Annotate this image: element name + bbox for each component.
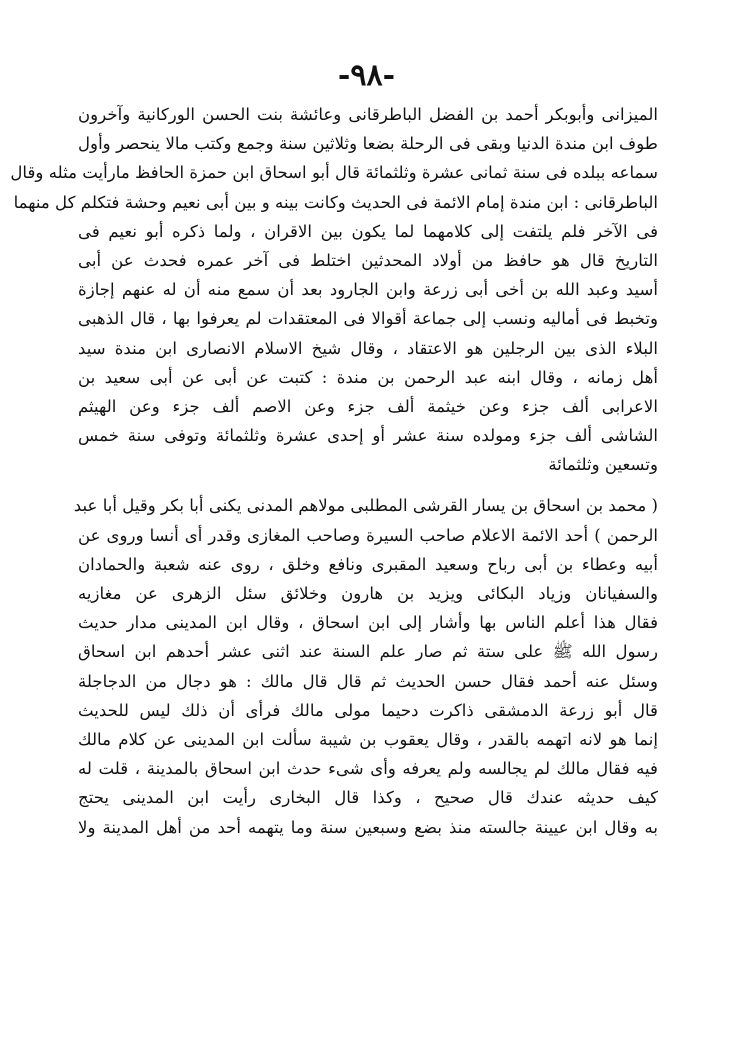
text-line: فى الآخر فلم يلتفت إلى كلامهما لما يكون بين الاقران ، ولما ذكره أبو نعيم فى bbox=[78, 221, 658, 241]
text-line: كيف حديثه عندك قال صحيح ، وكذا قال البخارى رأيت ابن المدينى يحتج bbox=[78, 788, 658, 808]
text-line: وسئل عنه أحمد فقال حسن الحديث ثم قال قال مالك : هو دجال من الدجاجلة bbox=[78, 671, 658, 691]
text-line: أسيد وعبد الله بن أخى أبى زرعة وابن الجارود بعد أن سمع منه أن له عنهم إجازة bbox=[78, 280, 658, 300]
text-line: والسفيانان وزياد البكائى ويزيد بن هارون وخلائق سئل الزهرى عن مغازيه bbox=[78, 584, 658, 603]
page-number: -٩٨- bbox=[337, 58, 396, 93]
text-line: الشاشى ألف جزء ومولده سنة عشر أو إحدى عشرة وثلثمائة وتوفى سنة خمس bbox=[78, 426, 658, 446]
text-line: الاعرابى ألف جزء وعن خيثمة ألف جزء وعن الاصم ألف جزء وعن الهيثم bbox=[78, 396, 658, 416]
text-line: أبيه وعطاء بن أبى رباح وسعيد المقبرى ونافع وخلق ، روى عنه شعبة والحمادان bbox=[78, 554, 658, 574]
text-line: طوف ابن مندة الدنيا وبقى فى الرحلة بضعا وثلاثين سنة وجمع وكتب مالا ينحصر وأول bbox=[78, 134, 658, 154]
text-line: فقال هذا أعلم الناس بها وأشار إلى ابن اسحاق ، وقال ابن المدينى مدار حديث bbox=[78, 613, 658, 633]
paragraph-ibn-manda bbox=[10, 100, 658, 479]
text-line: البلاء الذى بين الرجلين هو الاعتقاد ، وقال شيخ الاسلام الانصارى ابن مندة سيد bbox=[78, 338, 658, 358]
paragraph-gap bbox=[78, 479, 658, 491]
text-line: ( محمد بن اسحاق بن يسار القرشى المطلبى مولاهم المدنى يكنى أبا بكر وقيل أبا عبد bbox=[73, 496, 658, 516]
paragraph-ibn-ishaq bbox=[73, 491, 658, 841]
text-line: الميزانى وأبوبكر أحمد بن الفضل الباطرقانى وعائشة بنت الحسن الوركانية وآخرون bbox=[78, 105, 658, 124]
text-line: وتسعين وثلثمائة bbox=[548, 455, 658, 475]
text-line: فيه فقال مالك لم يجالسه ولم يعرفه وأى شىء حدث ابن اسحاق بالمدينة ، قلت له bbox=[78, 759, 658, 779]
text-line: التاريخ قال هو حافظ من أولاد المحدثين اختلط فى آخر عمره فحدث عن أبى bbox=[78, 250, 658, 270]
text-line: الرحمن ) أحد الائمة الاعلام صاحب السيرة وصاحب المغازى وقدر أى أنسا وروى عن bbox=[78, 525, 658, 545]
text-line: وتخبط فى أماليه ونسب إلى جماعة أقوالا فى المعتقدات لم يعرفوا بها ، قال الذهبى bbox=[78, 309, 658, 329]
text-line: قال أبو زرعة الدمشقى ذاكرت دحيما مولى مالك فرأى أن ذلك ليس للحديث bbox=[78, 700, 658, 720]
text-line: الباطرقانى : ابن مندة إمام الائمة فى الحديث وكانت بينه و بين أبى نعيم وحشة فتكلم كل منهما bbox=[13, 192, 658, 212]
text-line: أهل زمانه ، وقال ابنه عبد الرحمن بن مندة : كتبت عن أبى عن أبى سعيد بن bbox=[78, 367, 658, 387]
body-text bbox=[10, 100, 658, 842]
text-line: به وقال ابن عيينة جالسته منذ بضع وسبعين سنة وما يتهمه أحد من أهل المدينة ولا bbox=[78, 817, 658, 837]
text-line: إنما هو لانه اتهمه بالقدر ، وقال يعقوب بن شيبة سألت ابن المدينى عن كلام مالك bbox=[78, 729, 658, 749]
text-line: سماعه ببلده فى سنة ثمانى عشرة وثلثمائة قال أبو اسحاق ابن حمزة الحافظ مارأيت مثله وقال bbox=[10, 163, 658, 183]
text-line: رسول الله ﷺ على ستة ثم صار علم السنة عند اثنى عشر أحدهم ابن اسحاق bbox=[78, 642, 658, 662]
